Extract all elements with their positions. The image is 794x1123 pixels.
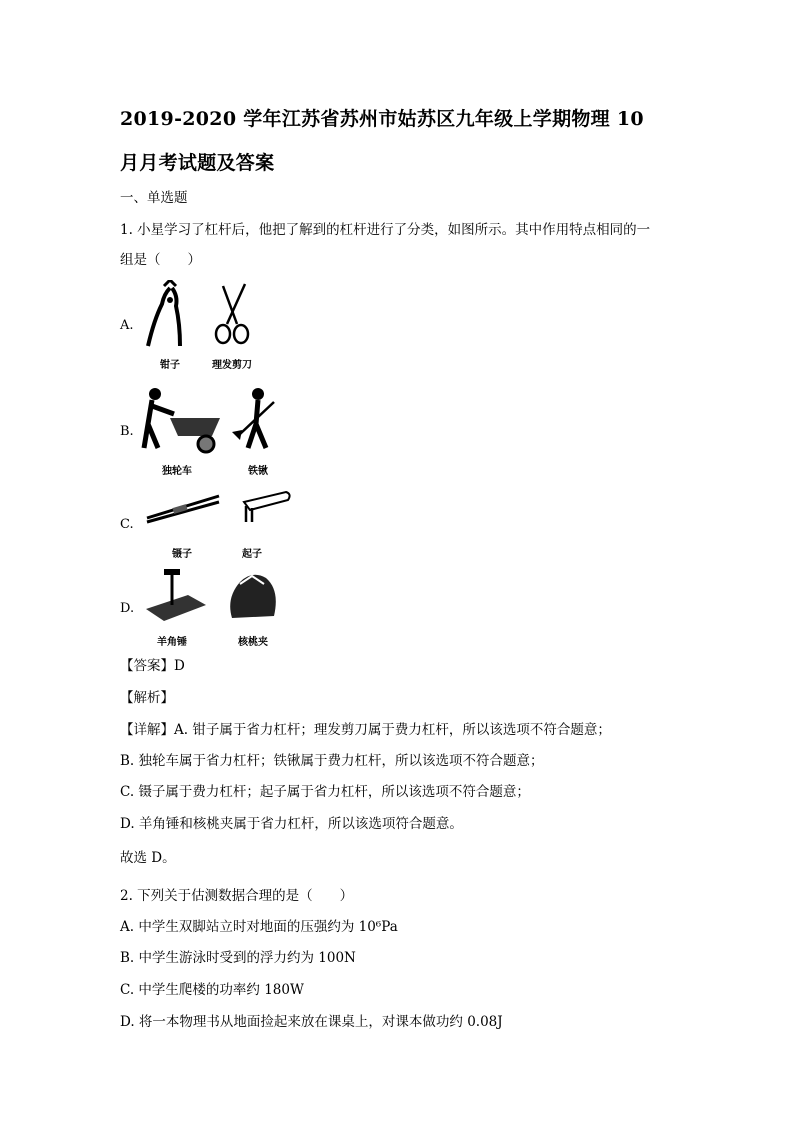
- scissors-image: [205, 282, 260, 347]
- q2-option-d: D. 将一本物理书从地面捡起来放在课桌上，对课本做功约 0.08J: [120, 1014, 503, 1030]
- q1-option-b-right-caption: 铁锹: [248, 466, 268, 477]
- q1-detail-line-2: B. 独轮车属于省力杠杆；铁锹属于费力杠杆，所以该选项不符合题意；: [120, 753, 544, 769]
- pliers-image: [140, 280, 200, 350]
- q1-option-a-letter: A.: [120, 318, 134, 333]
- q1-option-c-letter: C.: [120, 517, 134, 532]
- q1-detail-line-3: C. 镊子属于费力杠杆；起子属于省力杠杆，所以该选项不符合题意；: [120, 784, 530, 800]
- q1-analysis-label: 【解析】: [120, 690, 174, 706]
- q1-conclusion: 故选 D。: [120, 850, 176, 866]
- q1-detail-line-1: 【详解】A. 钳子属于省力杠杆；理发剪刀属于费力杠杆，所以该选项不符合题意；: [120, 722, 611, 738]
- claw-hammer-image: [142, 565, 212, 625]
- q1-option-d-left-caption: 羊角锤: [157, 637, 187, 648]
- section-heading: 一、单选题: [120, 190, 188, 206]
- q2-option-a: A. 中学生双脚站立时对地面的压强约为 10⁶Pa: [120, 919, 398, 935]
- q2-option-c: C. 中学生爬楼的功率约 180W: [120, 982, 304, 998]
- q2-option-b: B. 中学生游泳时受到的浮力约为 100N: [120, 950, 356, 966]
- q1-stem-line-1: 1. 小星学习了杠杆后，他把了解到的杠杆进行了分类，如图所示。其中作用特点相同的一: [120, 222, 651, 238]
- tweezers-image: [143, 490, 223, 530]
- q1-option-c-left-caption: 镊子: [172, 549, 192, 560]
- page-title-line-2: 月月考试题及答案: [120, 152, 275, 174]
- q1-stem-line-2: 组是（ ）: [120, 252, 201, 268]
- q1-option-a-left-caption: 钳子: [160, 360, 180, 371]
- bottle-opener-image: [238, 488, 293, 528]
- q1-option-c-right-caption: 起子: [242, 549, 262, 560]
- nutcracker-image: [222, 568, 284, 626]
- shovel-image: [228, 384, 288, 456]
- q2-stem: 2. 下列关于估测数据合理的是（ ）: [120, 888, 354, 904]
- q1-detail-line-4: D. 羊角锤和核桃夹属于省力杠杆，所以该选项符合题意。: [120, 816, 463, 832]
- q1-option-b-letter: B.: [120, 424, 134, 439]
- q1-answer: 【答案】D: [120, 658, 185, 674]
- q1-option-a-right-caption: 理发剪刀: [212, 360, 252, 371]
- q1-option-b-left-caption: 独轮车: [162, 466, 192, 477]
- page-title-line-1: 2019-2020 学年江苏省苏州市姑苏区九年级上学期物理 10: [120, 108, 644, 130]
- wheelbarrow-image: [140, 384, 230, 456]
- q1-option-d-letter: D.: [120, 601, 135, 616]
- q1-option-d-right-caption: 核桃夹: [238, 637, 268, 648]
